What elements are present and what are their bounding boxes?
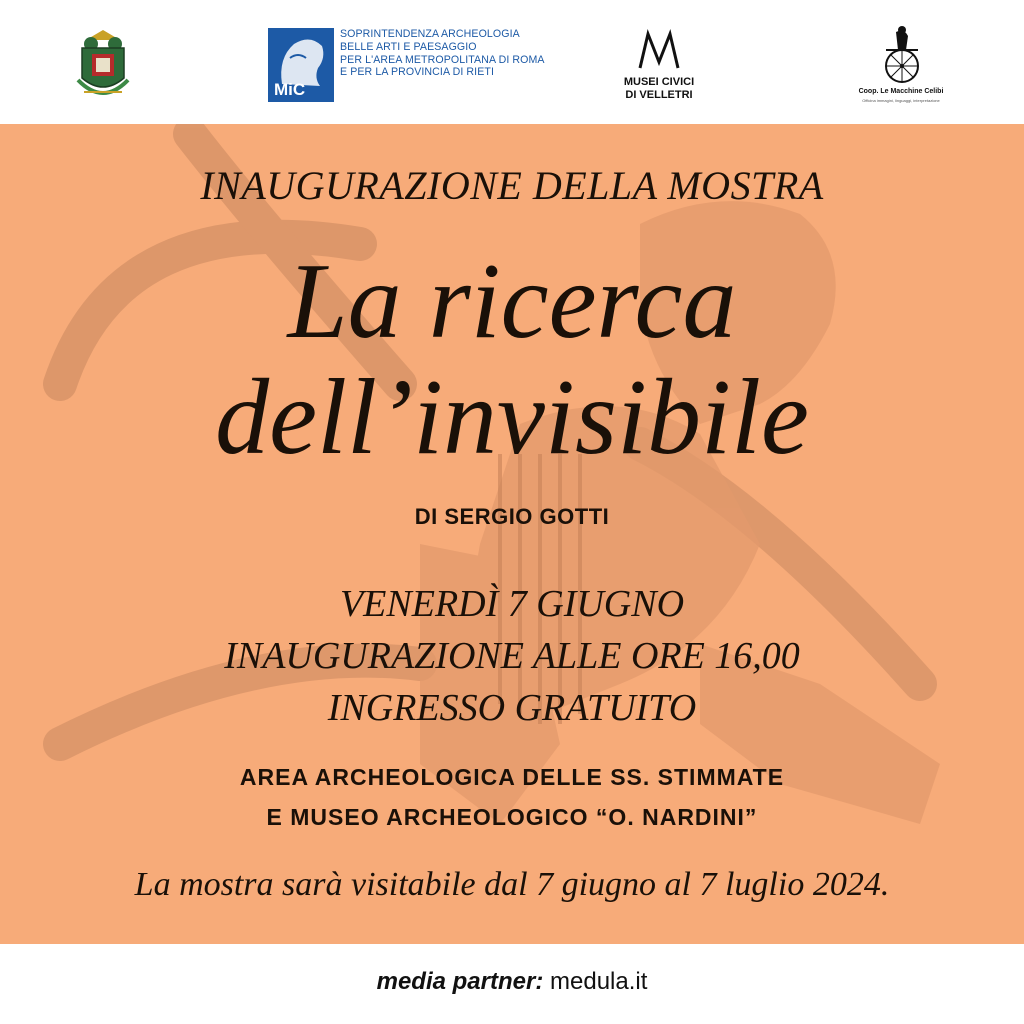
musei-mark-icon [604, 28, 714, 72]
poster-panel [0, 124, 1024, 944]
mic-soprintendenza-logo [268, 28, 545, 102]
media-partner-site[interactable]: medula.it [550, 968, 648, 995]
mic-line: PER L'AREA METROPOLITANA DI ROMA [340, 53, 545, 66]
event-date: VENERDÌ 7 GIUGNO [339, 583, 685, 625]
mic-line: E PER LA PROVINCIA DI RIETI [340, 66, 494, 79]
exhibition-kicker: INAUGURAZIONE DELLA MOSTRA [200, 163, 824, 208]
venue-line1: AREA ARCHEOLOGICA DELLE SS. STIMMATE [239, 764, 785, 790]
coop-macchine-celibi-logo [846, 24, 956, 108]
mic-badge-text: MiC [274, 80, 306, 99]
soprintendenza-text [340, 28, 545, 79]
exhibition-dates: La mostra sarà visitabile dal 7 giugno al 7 luglio 2024. [134, 866, 890, 903]
venue-line2: E MUSEO ARCHEOLOGICO “O. NARDINI” [266, 804, 758, 830]
bicycle-figure-icon [846, 24, 956, 86]
event-entry: INGRESSO GRATUITO [327, 687, 697, 729]
event-time: INAUGURAZIONE ALLE ORE 16,00 [224, 635, 800, 677]
musei-civici-text [604, 76, 714, 101]
musei-line1: MUSEI CIVICI [623, 76, 695, 88]
mic-badge [268, 28, 334, 102]
mic-line: BELLE ARTI E PAESAGGIO [340, 40, 477, 53]
coop-name: Coop. Le Macchine Celibi [858, 88, 944, 95]
musei-line2: DI VELLETRI [625, 88, 693, 101]
coop-subtitle: Officina immagini, linguaggi, interpretazione [862, 98, 940, 103]
footer [0, 944, 1024, 1024]
author: DI SERGIO GOTTI [414, 504, 610, 529]
musei-civici-logo [604, 28, 714, 104]
media-partner [0, 968, 1024, 996]
exhibition-title-line1: La ricerca [287, 242, 737, 361]
municipal-crest-icon [74, 22, 132, 108]
media-partner-label: media partner: [376, 968, 544, 995]
exhibition-title-line2: dell’invisibile [215, 358, 809, 477]
logo-bar [0, 0, 1024, 124]
mic-line: SOPRINTENDENZA ARCHEOLOGIA [340, 28, 520, 40]
